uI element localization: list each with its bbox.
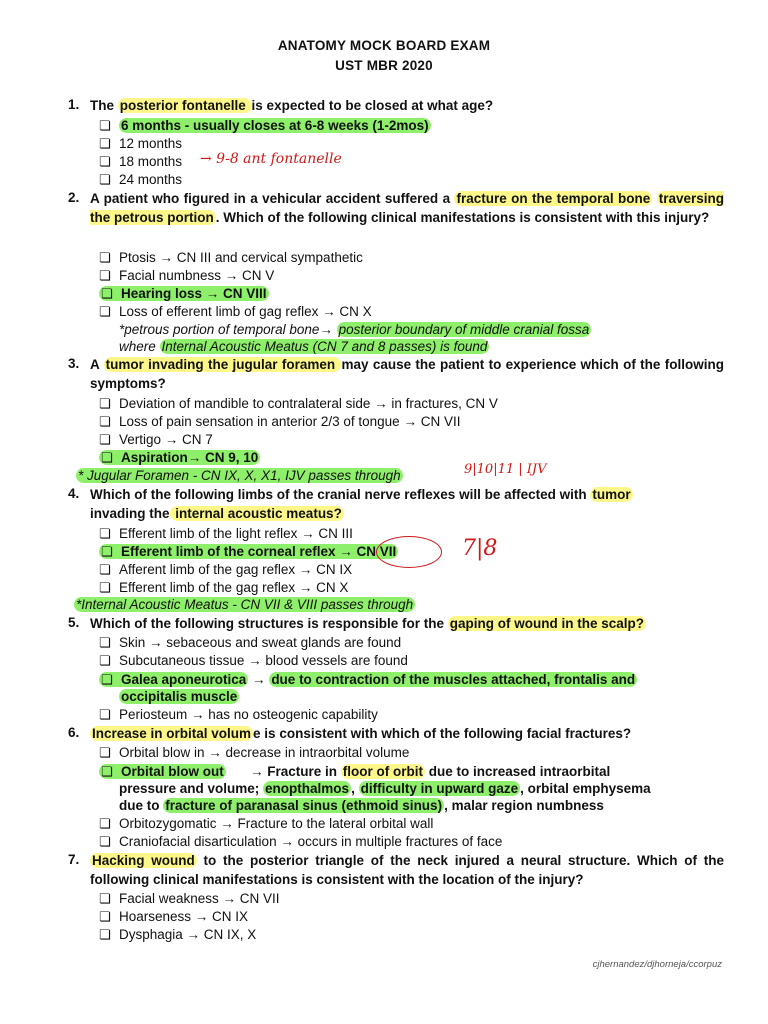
question-text: Increase in orbital volum e is consistent with which of the following facial fractures?: [92, 726, 632, 741]
explanatory-note: *Internal Acoustic Meatus - CN VII & VIII passes through: [76, 597, 414, 612]
checkbox-icon: ❏: [99, 526, 111, 541]
checkbox-icon: ❏: [99, 834, 111, 849]
answer-option: ❏ 6 months - usually closes at 6-8 weeks (1-2mos): [99, 118, 429, 133]
checkbox-icon: ❏: [99, 562, 111, 577]
question-text: Which of the following structures is responsible for the gaping of wound in the scalp?: [90, 616, 645, 631]
question-number: 2.: [68, 190, 80, 205]
answer-option: ❏ Vertigo → CN 7: [99, 432, 213, 447]
checkbox-icon: ❏: [99, 891, 111, 906]
checkbox-icon: ❏: [101, 764, 113, 779]
question-number: 1.: [68, 97, 80, 112]
question-text: A patient who figured in a vehicular accident suffered a fracture on the temporal bone traversing the petrous portion . Which of the following clinical manifestations is consistent with this injury?: [90, 191, 724, 225]
answer-option-continued: occipitalis muscle: [121, 689, 238, 704]
handwritten-circle: [376, 536, 442, 568]
answer-option-text: due to fracture of paranasal sinus (ethmoid sinus) , malar region numbness: [119, 798, 604, 813]
explanatory-note: * Jugular Foramen - CN IX, X, X1, IJV passes through: [78, 468, 401, 483]
checkbox-icon: ❏: [99, 268, 111, 283]
answer-option: ❏ Hoarseness → CN IX: [99, 909, 249, 924]
question-text: The posterior fontanelle is expected to be closed at what age?: [90, 98, 494, 113]
checkbox-icon: ❏: [99, 707, 111, 722]
answer-option: ❏ Deviation of mandible to contralateral side → in fractures, CN V: [99, 396, 498, 411]
answer-option: ❏ Efferent limb of the light reflex → CN III: [99, 526, 353, 541]
answer-option: ❏ Orbitozygomatic → Fracture to the lateral orbital wall: [99, 816, 434, 831]
answer-option: ❏ Skin → sebaceous and sweat glands are found: [99, 635, 402, 650]
checkbox-icon: ❏: [99, 304, 111, 319]
answer-option: ❏ Loss of pain sensation in anterior 2/3 of tongue → CN VII: [99, 414, 461, 429]
answer-option: ❏ Facial numbness → CN V: [99, 268, 275, 283]
answer-option: ❏ Galea aponeurotica → due to contraction of the muscles attached, frontalis and: [101, 672, 636, 687]
checkbox-icon: ❏: [99, 432, 111, 447]
checkbox-icon: ❏: [101, 450, 113, 465]
question-text: Hacking wound to the posterior triangle of the neck injured a neural structure. Which of the following clinical manifestations is consistent with the location of the injury?: [90, 853, 724, 887]
explanatory-note: *petrous portion of temporal bone→ posterior boundary of middle cranial fossa where Internal Acoustic Meatus (CN 7 and 8 passes) is found: [119, 322, 590, 354]
question-number: 5.: [68, 615, 80, 630]
answer-option: ❏ Aspiration→ CN 9, 10: [101, 450, 259, 465]
question-number: 4.: [68, 486, 80, 501]
checkbox-icon: ❏: [101, 286, 113, 301]
checkbox-icon: ❏: [99, 136, 111, 151]
question-text: A tumor invading the jugular foramen may cause the patient to experience which of the following symptoms?: [90, 357, 724, 391]
answer-option: ❏ 18 months: [99, 154, 183, 169]
answer-option: ❏ Craniofacial disarticulation → occurs in multiple fractures of face: [99, 834, 503, 849]
answer-option: ❏ Subcutaneous tissue → blood vessels are found: [99, 653, 408, 668]
answer-option: ❏ 12 months: [99, 136, 183, 151]
checkbox-icon: ❏: [99, 414, 111, 429]
answer-option: ❏ Facial weakness → CN VII: [99, 891, 280, 906]
answer-option: ❏ Ptosis → CN III and cervical sympathetic: [99, 250, 363, 265]
answer-option: ❏ 24 months: [99, 172, 183, 187]
answer-option: ❏ Afferent limb of the gag reflex → CN IX: [99, 562, 353, 577]
question-number: 7.: [68, 852, 80, 867]
checkbox-icon: ❏: [99, 580, 111, 595]
handwritten-annotation: → 9-8 ant fontanelle: [200, 151, 342, 167]
page-title: ANATOMY MOCK BOARD EXAM: [277, 38, 491, 53]
answer-option-text: pressure and volume; enopthalmos , difficulty in upward gaze , orbital emphysema: [119, 781, 651, 796]
checkbox-icon: ❏: [99, 653, 111, 668]
checkbox-icon: ❏: [99, 250, 111, 265]
checkbox-icon: ❏: [101, 544, 113, 559]
answer-option: ❏ Hearing loss → CN VIII: [101, 286, 267, 301]
answer-option: ❏ Dysphagia → CN IX, X: [99, 927, 257, 942]
page-subtitle: UST MBR 2020: [335, 58, 433, 73]
question-number: 3.: [68, 356, 80, 371]
checkbox-icon: ❏: [99, 118, 111, 133]
checkbox-icon: ❏: [99, 154, 111, 169]
answer-option: ❏ Loss of efferent limb of gag reflex → CN X: [99, 304, 372, 319]
question-text: Which of the following limbs of the cranial nerve reflexes will be affected with tumor invading the internal acoustic meatus?: [90, 487, 631, 521]
checkbox-icon: ❏: [99, 745, 111, 760]
checkbox-icon: ❏: [99, 816, 111, 831]
question-number: 6.: [68, 725, 80, 740]
answer-option: ❏ Orbital blow out: [101, 764, 224, 779]
answer-option: ❏ Efferent limb of the corneal reflex → CN VII: [101, 544, 397, 559]
handwritten-annotation: 9|10|11 | IJV: [464, 462, 547, 477]
checkbox-icon: ❏: [99, 927, 111, 942]
handwritten-annotation: 7|8: [462, 536, 498, 561]
checkbox-icon: ❏: [99, 635, 111, 650]
checkbox-icon: ❏: [99, 909, 111, 924]
checkbox-icon: ❏: [99, 396, 111, 411]
answer-option: ❏ Periosteum → has no osteogenic capability: [99, 707, 378, 722]
answer-option-text: → Fracture in floor of orbit due to increased intraorbital: [250, 764, 611, 779]
author-credit: cjhernandez/djhorneja/ccorpuz: [592, 959, 722, 970]
answer-option: ❏ Orbital blow in → decrease in intraorbital volume: [99, 745, 410, 760]
checkbox-icon: ❏: [99, 172, 111, 187]
answer-option: ❏ Efferent limb of the gag reflex → CN X: [99, 580, 349, 595]
checkbox-icon: ❏: [101, 672, 113, 687]
